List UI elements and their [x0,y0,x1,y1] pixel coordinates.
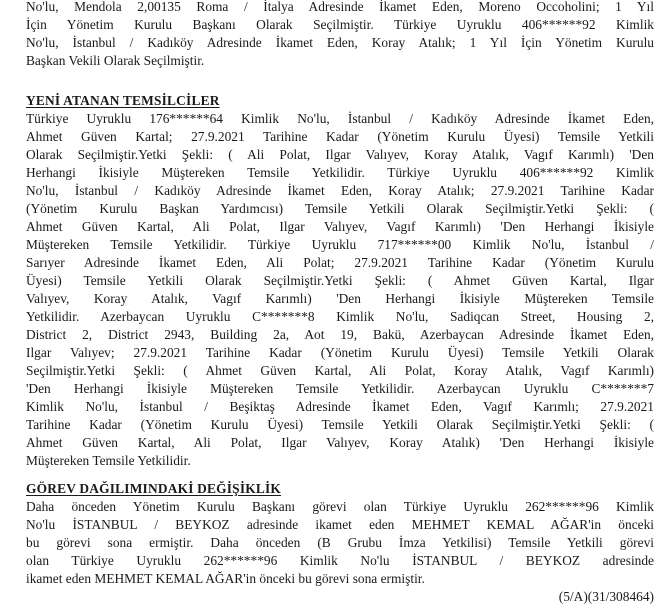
section-new-representatives [26,92,654,470]
text-line: Seçilmiştir.Yetki Şekli: ( Ahmet Güven Kartal, Ali Polat, Koray Atalık, Vagıf Karımlı) [26,363,654,378]
text-line: Başkan Vekili Olarak Seçilmiştir. [26,53,205,68]
text-line: Türkiye Uyruklu 176******64 Kimlik No'lu, İstanbul / Kadıköy Adresinde İkamet Eden, [26,111,654,126]
section-duty-change [26,480,654,606]
text-line: Valıyev, Koray Atalık, Vagıf Karımlı) 'Den Herhangi İkisiyle Müştereken Temsile [26,291,654,306]
text-line: (Yönetim Kurulu Başkan Yardımcısı) Temsile Yetkili Olarak Seçilmiştir.Yetki Şekli: ( [26,201,654,216]
text-line: bu görevi sona ermiştir. Daha önceden (B Grubu İmza Yetkilisi) Temsile Yetkili görevi [26,535,654,550]
section-heading: GÖREV DAĞILIMINDAKİ DEĞİŞİKLİK [26,481,282,496]
text-line: Müştereken Temsile Yetkilidir. [26,453,191,468]
reference-number: (5/A)(31/308464) [558,589,654,604]
text-line: Olarak Seçilmiştir.Yetki Şekli: ( Ali Polat, Ilgar Valıyev, Koray Atalık, Vagıf Karımlı) 'Den [26,147,654,162]
text-line: ikamet eden MEHMET KEMAL AĞAR'in önceki bu görevi sona ermiştir. [26,571,425,586]
text-line: No'lu, Mendola 2,00135 Roma / İtalya Adresinde İkamet Eden, Moreno Occoholini; 1 Yıl [26,0,654,14]
section-heading: YENİ ATANAN TEMSİLCİLER [26,93,220,108]
text-line: Tarihine Kadar (Yönetim Kurulu Üyesi) Temsile Yetkili Olarak Seçilmiştir.Yetki Şekli: ( [26,417,654,432]
text-line: No'lu, İstanbul / Kadıköy Adresinde İkamet Eden, Koray Atalık; 27.9.2021 Tarihine Kadar [26,183,654,198]
text-line: Daha önceden Yönetim Kurulu Başkanı görevi olan Türkiye Uyruklu 262******96 Kimlik [26,499,654,514]
text-line: District 2, District 2943, Building 2a, Aot 19, Bakü, Azerbaycan Adresinde İkamet Eden, [26,327,654,342]
text-line: Kimlik No'lu, İstanbul / Beşiktaş Adresinde İkamet Eden, Vagıf Karımlı; 27.9.2021 [26,399,654,414]
text-line: İçin Yönetim Kurulu Başkanı Olarak Seçilmiştir. Türkiye Uyruklu 406******92 Kimlik [26,17,654,32]
top-paragraph [26,0,654,70]
text-line: Ahmet Güven Kartal, Ali Polat, Ilgar Valıyev, Koray Atalık) 'Den Herhangi İkisiyle [26,435,654,450]
text-line: 'Den Herhangi İkisiyle Müştereken Temsile Yetkilidir. Azerbaycan Uyruklu C*******7 [26,381,654,396]
text-line: Ahmet Güven Kartal; 27.9.2021 Tarihine Kadar (Yönetim Kurulu Üyesi) Temsile Yetkili [26,129,654,144]
text-line: Üyesi) Temsile Yetkili Olarak Seçilmiştir.Yetki Şekli: ( Ahmet Güven Kartal, Ilgar [26,273,654,288]
text-line: Herhangi İkisiyle Müştereken Temsile Yetkilidir. Türkiye Uyruklu 406******92 Kimlik [26,165,654,180]
text-line: No'lu İSTANBUL / BEYKOZ adresinde ikamet eden MEHMET KEMAL AĞAR'in önceki [26,517,654,532]
text-line: Müştereken Temsile Yetkilidir. Türkiye Uyruklu 717******00 Kimlik No'lu, İstanbul / [26,237,654,252]
text-line: Sarıyer Adresinde İkamet Eden, Ali Polat; 27.9.2021 Tarihine Kadar (Yönetim Kurulu [26,255,654,270]
text-line: olan Türkiye Uyruklu 262******96 Kimlik No'lu İSTANBUL / BEYKOZ adresinde [26,553,654,568]
text-line: Yetkilidir. Azerbaycan Uyruklu C*******8 Kimlik No'lu, Sadiqcan Street, Housing 2, [26,309,654,324]
text-line: Ilgar Valıyev; 27.9.2021 Tarihine Kadar (Yönetim Kurulu Üyesi) Temsile Yetkili Olarak [26,345,654,360]
text-line: Ahmet Güven Kartal, Ali Polat, Ilgar Valıyev, Vagıf Karımlı) 'Den Herhangi İkisiyle [26,219,654,234]
text-line: No'lu, İstanbul / Kadıköy Adresinde İkamet Eden, Koray Atalık; 1 Yıl İçin Yönetim Kurulu [26,35,654,50]
